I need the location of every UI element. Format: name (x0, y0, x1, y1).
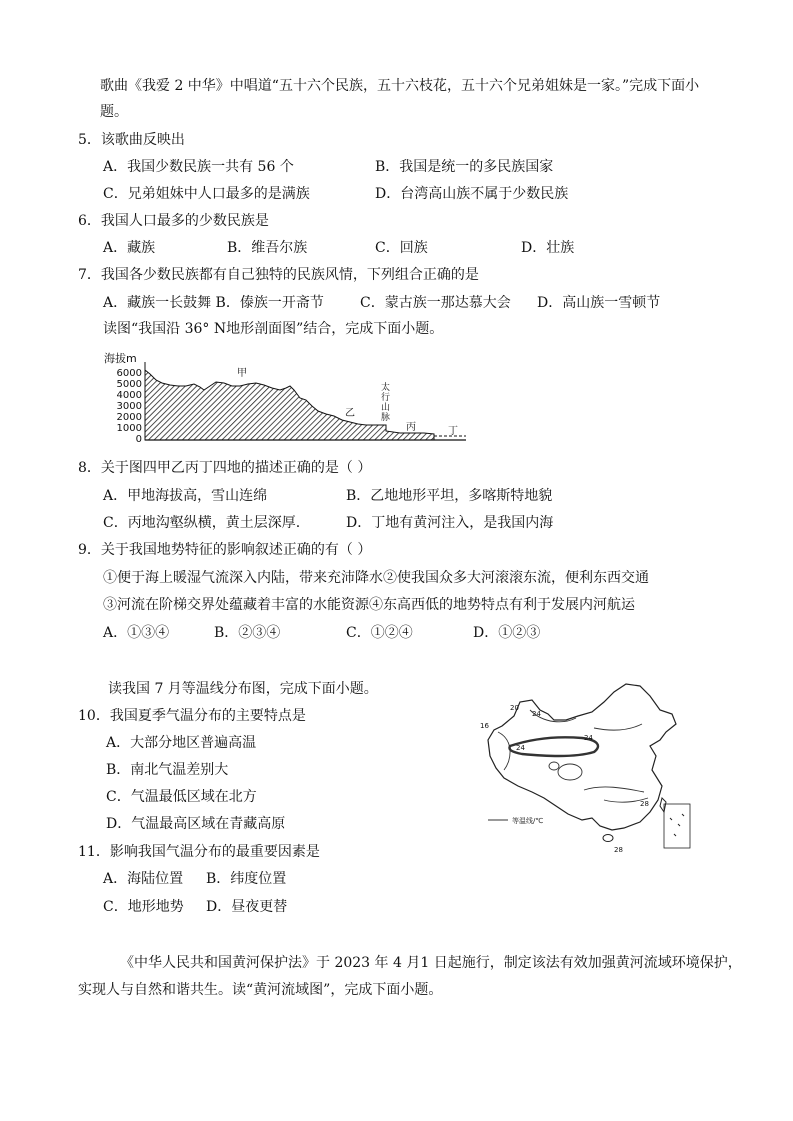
isotherm-west (498, 732, 510, 770)
intro-yellow-river-2: 实现人与自然和谐共生。读“黄河流域图”，完成下面小题。 (78, 982, 443, 998)
svg-text:行: 行 (381, 393, 391, 403)
tick-2000: 2000 (116, 412, 142, 423)
terrain-area (145, 370, 434, 440)
tick-0: 0 (135, 434, 142, 445)
q6-stem: 6．我国人口最多的少数民族是 (78, 213, 269, 229)
isotherm-small (549, 762, 559, 770)
label-bing: 丙 (406, 422, 416, 433)
inset-islands (670, 814, 684, 836)
q9-option-d: D．①②③ (473, 625, 541, 641)
q11-option-b: B．纬度位置 (206, 871, 287, 887)
hainan-island (603, 835, 613, 842)
q8-option-d: D．丁地有黄河注入，是我国内海 (346, 515, 554, 531)
profile-ticks (117, 368, 142, 445)
terrain-profile-figure (104, 348, 474, 448)
tick-6000: 6000 (116, 368, 142, 379)
q8-option-c: C．丙地沟壑纵横，黄土层深厚. (103, 515, 301, 531)
intro-line-1: 歌曲《我爱 2 中华》中唱道“五十六个民族，五十六枝花，五十六个兄弟姐妹是一家。”完成下面小 (100, 78, 700, 94)
q5-option-c: C．兄弟姐妹中人口最多的是满族 (103, 186, 310, 202)
q9-option-c: C．①②④ (346, 625, 413, 641)
isotherm-basin (558, 764, 582, 780)
intro-profile: 读图“我国沿 36° N地形剖面图”结合，完成下面小题。 (103, 321, 444, 337)
label-ding: 丁 (448, 426, 458, 437)
label-jia: 甲 (237, 368, 247, 379)
svg-text:太: 太 (381, 383, 391, 393)
svg-text:24: 24 (516, 744, 525, 752)
q11-stem: 11．影响我国气温分布的最重要因素是 (78, 844, 320, 860)
isotherm-south-28 (584, 787, 644, 792)
q6-option-b: B．维吾尔族 (227, 240, 308, 256)
q7-option-d: D．高山族一雪顿节 (537, 295, 661, 311)
q8-stem: 8．关于图四甲乙丙丁四地的描述正确的是（ ） (78, 460, 372, 476)
q10-option-a: A．大部分地区普遍高温 (106, 735, 257, 751)
isotherm-plateau-inner (518, 744, 584, 750)
tick-3000: 3000 (116, 401, 142, 412)
south-sea-inset (664, 804, 690, 848)
q6-option-c: C．回族 (375, 240, 428, 256)
q7-stem: 7．我国各少数民族都有自己独特的民族风情，下列组合正确的是 (78, 267, 479, 283)
q11-option-a: A．海陆位置 (103, 871, 184, 887)
legend-label: 等温线/℃ (512, 817, 544, 825)
isotherm-map-figure (474, 680, 700, 858)
q5-option-d: D．台湾高山族不属于少数民族 (375, 186, 569, 202)
svg-text:24: 24 (532, 710, 541, 718)
intro-yellow-river-1: 《中华人民共和国黄河保护法》于 2023 年 4 月1 日起施行，制定该法有效加强黄河流域环境保护， (120, 955, 742, 971)
q9-option-b: B．②③④ (214, 625, 281, 641)
svg-text:24: 24 (584, 734, 593, 742)
q11-option-d: D．昼夜更替 (206, 899, 288, 915)
svg-text:28: 28 (640, 800, 649, 808)
q7-option-c: C．蒙古族一那达慕大会 (360, 295, 511, 311)
tick-5000: 5000 (116, 379, 142, 390)
label-taihang (381, 381, 390, 423)
q10-option-b: B．南北气温差别大 (106, 762, 229, 778)
q5-option-a: A．我国少数民族一共有 56 个 (103, 159, 294, 175)
svg-text:16: 16 (480, 722, 489, 730)
svg-text:山: 山 (381, 403, 391, 413)
q7-option-ab: A．藏族一长鼓舞 B．傣族一开斋节 (103, 295, 324, 311)
q9-stem: 9．关于我国地势特征的影响叙述正确的有（ ） (78, 542, 372, 558)
q10-option-d: D．气温最高区域在青藏高原 (106, 816, 286, 832)
q5-option-b: B．我国是统一的多民族国家 (375, 159, 554, 175)
svg-text:脉: 脉 (381, 413, 391, 423)
svg-text:20: 20 (510, 704, 519, 712)
tick-1000: 1000 (116, 423, 142, 434)
q6-option-d: D．壮族 (521, 240, 575, 256)
q6-option-a: A．藏族 (103, 240, 156, 256)
q10-option-c: C．气温最低区域在北方 (106, 789, 257, 805)
taiwan-island (660, 798, 666, 812)
q8-option-a: A．甲地海拔高，雪山连绵 (103, 488, 268, 504)
q9-statement-3-4: ③河流在阶梯交界处蕴藏着丰富的水能资源④东高西低的地势特点有利于发展内河航运 (103, 597, 635, 613)
q10-stem: 10．我国夏季气温分布的主要特点是 (78, 708, 306, 724)
intro-isotherm: 读我国 7 月等温线分布图，完成下面小题。 (108, 681, 378, 697)
label-yi: 乙 (345, 408, 355, 419)
q9-option-a: A．①③④ (103, 625, 170, 641)
tick-4000: 4000 (116, 390, 142, 401)
q8-option-b: B．乙地地形平坦，多喀斯特地貌 (346, 488, 553, 504)
q9-statement-1-2: ①便于海上暖湿气流深入内陆，带来充沛降水②使我国众多大河滚滚东流，便利东西交通 (103, 570, 649, 586)
q11-option-c: C．地形地势 (103, 899, 184, 915)
q5-stem: 5．该歌曲反映出 (78, 132, 185, 148)
profile-ylabel: 海拔m (104, 352, 137, 365)
svg-text:28: 28 (614, 846, 623, 854)
isotherm-east-24 (594, 724, 642, 730)
intro-line-2: 题。 (100, 104, 128, 120)
